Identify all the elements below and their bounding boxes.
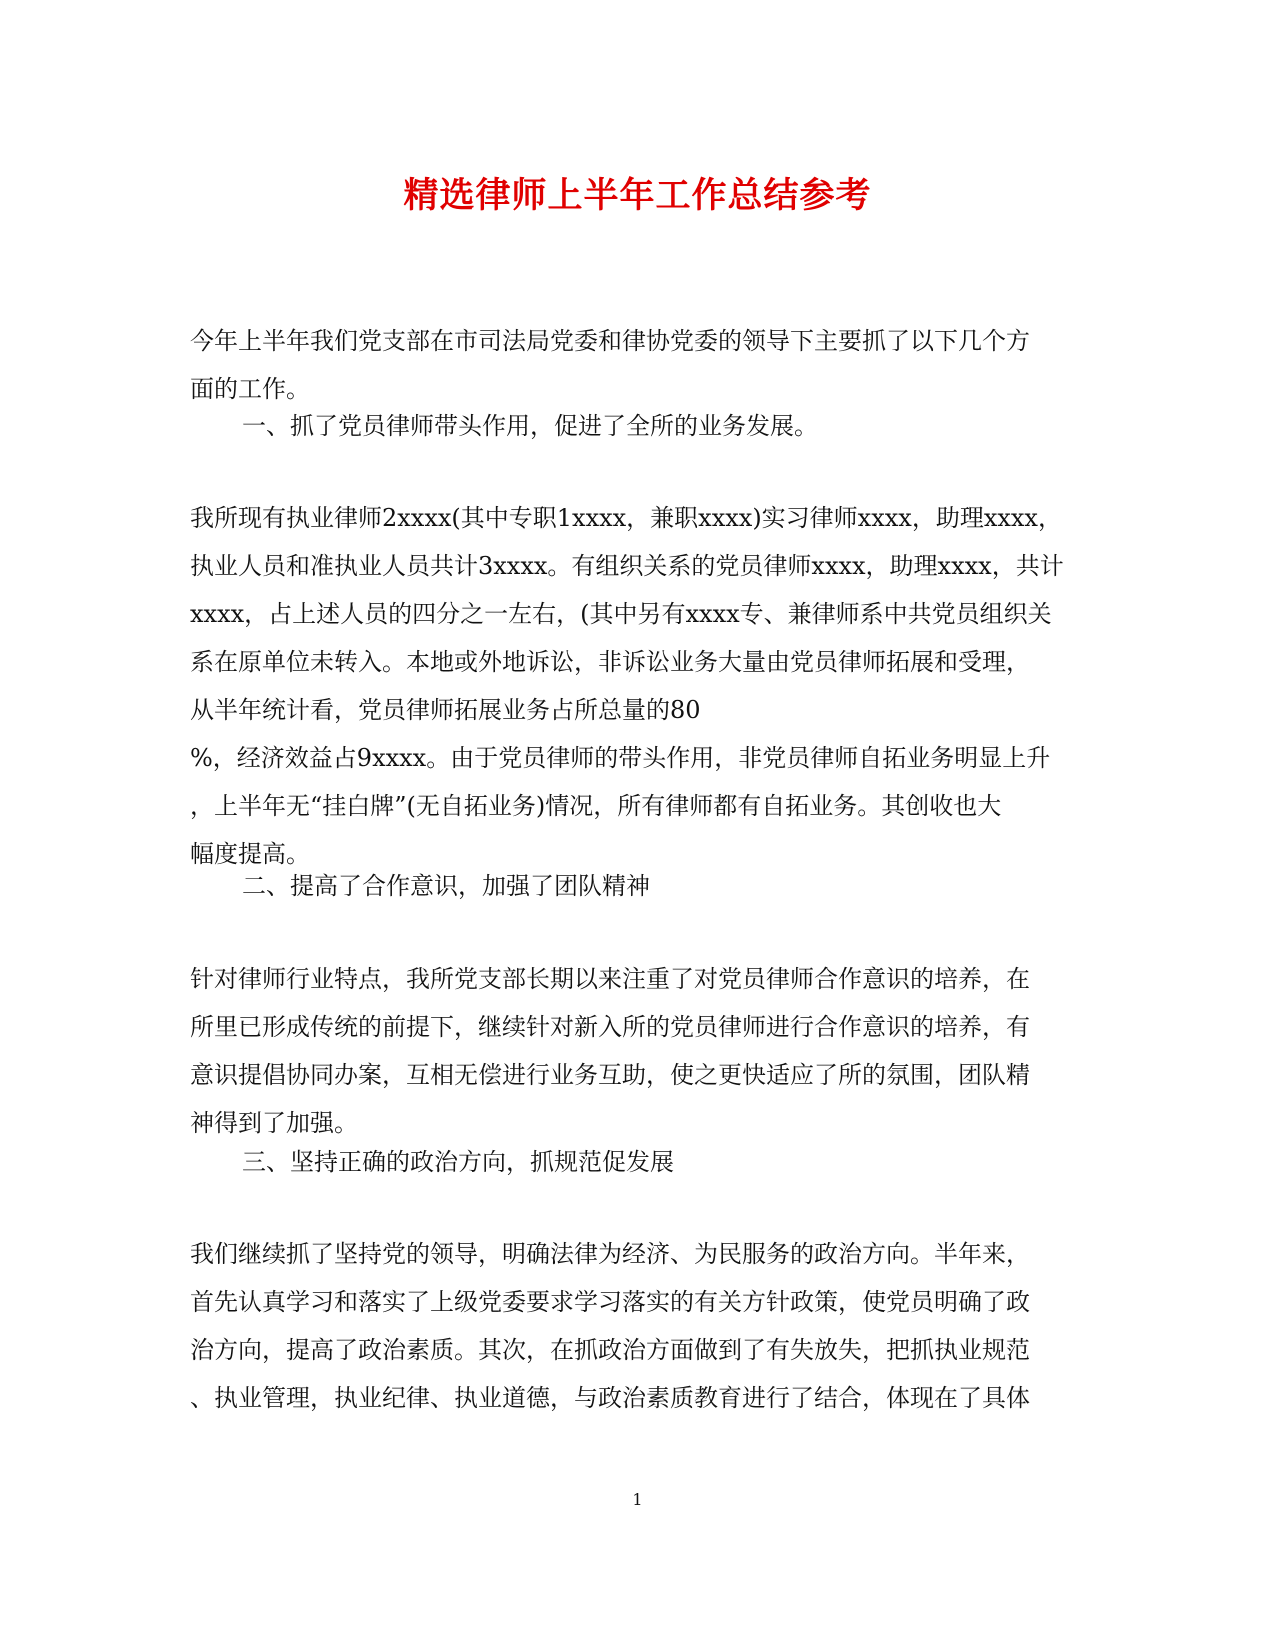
paragraph-line: 首先认真学习和落实了上级党委要求学习落实的有关方针政策，使党员明确了政	[190, 1288, 1030, 1316]
paragraph-line: 所里已形成传统的前提下，继续针对新入所的党员律师进行合作意识的培养，有	[190, 1013, 1030, 1041]
paragraph-line: 面的工作。	[190, 375, 310, 403]
section-2-paragraph	[190, 955, 1090, 1147]
paragraph-line: 执业人员和准执业人员共计3xxxx。有组织关系的党员律师xxxx，助理xxxx，共计	[190, 552, 1064, 580]
paragraph-line: 治方向，提高了政治素质。其次，在抓政治方面做到了有失放失，把抓执业规范	[190, 1336, 1030, 1364]
paragraph-line: 我们继续抓了坚持党的领导，明确法律为经济、为民服务的政治方向。半年来，	[190, 1240, 1030, 1268]
section-3-paragraph	[190, 1230, 1090, 1422]
paragraph-line: 针对律师行业特点，我所党支部长期以来注重了对党员律师合作意识的培养，在	[190, 965, 1030, 993]
paragraph-line: %，经济效益占9xxxx。由于党员律师的带头作用，非党员律师自拓业务明显上升	[190, 744, 1051, 772]
section-heading-3	[190, 1138, 1090, 1186]
paragraph-line: 我所现有执业律师2xxxx(其中专职1xxxx，兼职xxxx)实习律师xxxx，助理xxxx，	[190, 504, 1062, 532]
document-title: 精选律师上半年工作总结参考	[403, 175, 872, 216]
page-number: 1	[632, 1490, 643, 1509]
heading-text: 二、提高了合作意识，加强了团队精神	[242, 872, 650, 900]
section-1-paragraph	[190, 494, 1090, 878]
heading-text: 一、抓了党员律师带头作用，促进了全所的业务发展。	[242, 412, 818, 440]
heading-text: 三、坚持正确的政治方向，抓规范促发展	[242, 1148, 674, 1176]
section-heading-1	[190, 402, 1090, 450]
intro-paragraph	[190, 317, 1090, 413]
paragraph-line: 从半年统计看，党员律师拓展业务占所总量的80	[190, 696, 701, 724]
paragraph-line: xxxx，占上述人员的四分之一左右，(其中另有xxxx专、兼律师系中共党员组织关	[190, 600, 1052, 628]
paragraph-line: 今年上半年我们党支部在市司法局党委和律协党委的领导下主要抓了以下几个方	[190, 327, 1030, 355]
paragraph-line: 意识提倡协同办案，互相无偿进行业务互助，使之更快适应了所的氛围，团队精	[190, 1061, 1030, 1089]
paragraph-line: 幅度提高。	[190, 840, 310, 868]
section-heading-2	[190, 862, 1090, 910]
paragraph-line: ，上半年无“挂白牌”(无自拓业务)情况，所有律师都有自拓业务。其创收也大	[190, 792, 1002, 820]
paragraph-line: 系在原单位未转入。本地或外地诉讼，非诉讼业务大量由党员律师拓展和受理，	[190, 648, 1030, 676]
paragraph-line: 、执业管理，执业纪律、执业道德，与政治素质教育进行了结合，体现在了具体	[190, 1384, 1030, 1412]
paragraph-line: 神得到了加强。	[190, 1109, 358, 1137]
